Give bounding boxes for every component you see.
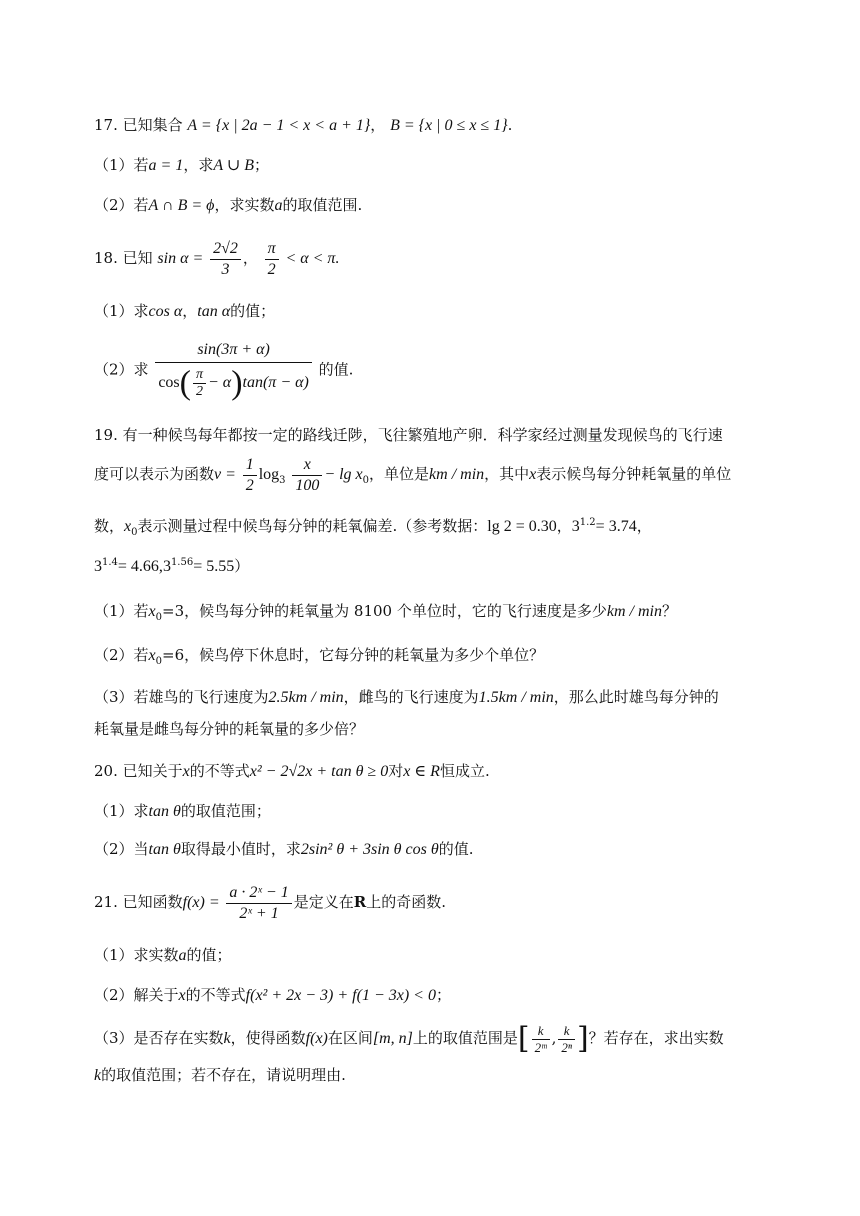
q18-p1-end: 的值； — [230, 302, 276, 320]
q17-period: . — [507, 116, 513, 134]
q19-p2-text: =6，候鸟停下休息时，它每分钟的耗氧量为多少个单位？ — [162, 646, 545, 664]
q21-end: 上的奇函数. — [366, 893, 446, 911]
q19-ref3-exp: 1.4 — [102, 557, 118, 568]
q19-half-fraction — [243, 455, 257, 496]
q17-p1-mid: ，求 — [183, 156, 214, 174]
q18-p2-end: 的值. — [318, 360, 354, 379]
q18-p1-comma: ， — [182, 302, 198, 320]
q19-ref3-val: = 4.66, — [117, 558, 163, 575]
q18-p2-fraction — [155, 338, 312, 403]
q21-p3-k2: k — [558, 1023, 575, 1040]
q19-p2-label: （2）若 — [94, 646, 149, 664]
q21-p3-interval: [m, n] — [372, 1030, 413, 1047]
q17-set-a: A = {x | 2a − 1 < x < a + 1} — [187, 117, 371, 134]
q19-p3-label: （3）若雄鸟的飞行速度为 — [94, 688, 269, 706]
q21-part3-line2 — [94, 1064, 790, 1087]
q21-p2-label: （2）解关于 — [94, 986, 179, 1004]
q21-prefix: 21. 已知函数 — [94, 893, 183, 911]
q19-unit-pre: ，单位是 — [369, 465, 430, 483]
q21-p1-var: a — [178, 947, 187, 964]
q19-p1-sub: 0 — [155, 612, 163, 623]
q18-sin-num: 2√2 — [210, 239, 241, 260]
q19-line1: 19. 有一种候鸟每年都按一定的路线迁陟，飞往繁殖地产卵．科学家经过测量发现候鸟的飞行速 — [94, 426, 723, 444]
q21-f-lhs: f(x) = — [182, 894, 220, 911]
q18-stem — [94, 236, 790, 281]
q18-p2-den-pi-fraction — [193, 367, 206, 400]
q19-line2-x: x — [529, 466, 537, 483]
q19-line2-prefix: 度可以表示为函数 — [94, 465, 215, 483]
q18-number-text: 18. 已知 — [94, 249, 153, 267]
q18-p2-den-minus: − α — [208, 374, 232, 391]
q19-x-num: x — [292, 455, 322, 476]
q19-p2-x0: x — [148, 647, 156, 664]
q19-ref4-exp: 1.56 — [170, 557, 194, 568]
q18-p2-num: sin(3π + α) — [155, 338, 312, 363]
q18-sin-den: 3 — [221, 260, 230, 278]
q18-p1-cos: cos α — [148, 303, 183, 320]
q18-range-fraction — [265, 239, 279, 280]
q17-p1-end: ； — [254, 156, 270, 174]
q17-number-text: 17. 已知集合 — [94, 116, 183, 134]
q21-f-den: 2ˣ + 1 — [239, 904, 279, 922]
q19-line3-pre: 数， — [94, 517, 125, 535]
q19-line3 — [94, 512, 790, 544]
q19-ref4-val: = 5.55 — [193, 558, 235, 575]
q21-mid: 是定义在 — [293, 893, 354, 911]
q20-end: 恒成立. — [439, 762, 490, 780]
q21-p3-f: f(x) — [305, 1030, 328, 1047]
q19-p3-mid: ，雌鸟的飞行速度为 — [343, 688, 479, 706]
q17-part1 — [94, 154, 790, 177]
q19-ref2-base: 3 — [571, 518, 580, 535]
q21-stem — [94, 880, 790, 925]
q21-p1-label: （1）求实数 — [94, 946, 179, 964]
q21-part1 — [94, 944, 790, 967]
q18-part1 — [94, 300, 790, 323]
q19-p3-v2: 1.5km / min — [478, 689, 554, 706]
q19-ref2-end: ， — [636, 517, 652, 535]
q20-domain: x ∈ R — [403, 763, 440, 780]
q19-ref3-base: 3 — [94, 558, 102, 575]
q20-p1-expr: tan θ — [148, 803, 181, 820]
q19-ref2-val: = 3.74 — [595, 518, 637, 535]
q19-line2-rest: 表示候鸟每分钟耗氧量的单位 — [536, 465, 732, 483]
q18-sin-lhs: sin α = — [157, 250, 204, 267]
q21-part2 — [94, 984, 790, 1007]
q18-p1-label: （1）求 — [94, 302, 149, 320]
q19-ref1: lg 2 = 0.30 — [487, 518, 557, 535]
q18-p2-den — [155, 363, 312, 403]
q18-range-num: π — [265, 239, 279, 260]
q19-p1-label: （1）若 — [94, 602, 149, 620]
q21-p3-line2-k: k — [94, 1067, 102, 1084]
q18-p2-den-2: 2 — [195, 383, 203, 399]
q19-x-fraction — [292, 455, 322, 496]
q21-p2-inequality: f(x² + 2x − 3) + f(1 − 3x) < 0 — [245, 987, 436, 1004]
q19-v-eq: v = — [214, 466, 236, 483]
q19-rest-pre: ，其中 — [484, 465, 530, 483]
q17-p2-condition: A ∩ B = ϕ — [148, 197, 215, 214]
q21-R: R — [353, 893, 367, 911]
q20-p2-target: 2sin² θ + 3sin θ cos θ — [300, 841, 439, 858]
q21-p3-mid3: 上的取值范围是 — [412, 1029, 518, 1047]
q17-p2-label: （2）若 — [94, 196, 149, 214]
q19-ref-close: ） — [234, 557, 250, 575]
q21-p3-frac1 — [532, 1023, 550, 1056]
q19-p3-v1: 2.5km / min — [268, 689, 344, 706]
q20-inequality: x² − 2√2x + tan θ ≥ 0 — [249, 763, 389, 780]
q19-p2-sub: 0 — [155, 656, 163, 667]
q17-stem — [94, 114, 790, 137]
q17-p1-label: （1）若 — [94, 156, 149, 174]
q19-lg-sub: 0 — [362, 475, 370, 486]
q20-p2-end: 的值. — [438, 840, 474, 858]
q21-p3-den2: 2ⁿ — [561, 1039, 572, 1055]
q21-p3-bracket-open: [ — [517, 1021, 530, 1056]
q19-part1 — [94, 600, 790, 629]
q17-part2 — [94, 194, 790, 217]
q19-half-num: 1 — [243, 455, 257, 476]
q19-unit: km / min — [429, 466, 485, 483]
q19-p1-unit: km / min — [606, 603, 662, 620]
q17-set-b: B = {x | 0 ≤ x ≤ 1} — [390, 117, 508, 134]
q19-ref4-base: 3 — [162, 558, 171, 575]
q21-p3-mid2: 在区间 — [327, 1029, 373, 1047]
q19-ref-comma: ， — [556, 517, 572, 535]
q18-p2-paren-close: ) — [231, 364, 243, 402]
q18-range-rest: < α < π. — [285, 250, 340, 267]
q18-part2 — [94, 338, 790, 403]
q21-p3-k1: k — [532, 1023, 550, 1040]
q18-p2-den-cos: cos — [158, 374, 180, 391]
q21-p3-end: ？若存在，求出实数 — [588, 1029, 724, 1047]
q18-sin-fraction — [210, 239, 241, 280]
q21-f-num: a · 2ˣ − 1 — [226, 883, 291, 904]
q21-p1-end: 的值； — [186, 946, 232, 964]
q21-p3-k: k — [223, 1030, 231, 1047]
q19-log: log — [258, 466, 280, 483]
q19-log-base: 3 — [279, 475, 286, 486]
q21-p3-line2-text: 的取值范围；若不存在，请说明理由. — [101, 1066, 346, 1084]
q19-x-den: 100 — [295, 476, 320, 494]
q19-line4 — [94, 552, 790, 578]
q19-ref2-exp: 1.2 — [579, 517, 596, 528]
q20-x: x — [182, 763, 190, 780]
q18-p1-tan: tan α — [197, 303, 231, 320]
q21-p2-x: x — [178, 987, 186, 1004]
q21-p2-end: ； — [435, 986, 451, 1004]
q18-p2-den-pi: π — [193, 367, 206, 384]
q20-stem — [94, 760, 790, 783]
q17-p2-var: a — [274, 197, 283, 214]
q18-p2-paren-open: ( — [179, 364, 191, 402]
q19-p3-end: ，那么此时雄鸟每分钟的 — [553, 688, 719, 706]
q17-comma: ， — [370, 116, 386, 134]
q19-p1-text: =3，候鸟每分钟的耗氧量为 8100 个单位时，它的飞行速度是多少 — [162, 602, 607, 620]
q19-lg-part: − lg x — [324, 466, 363, 483]
q17-p2-end: 的取值范围. — [282, 196, 363, 214]
q18-comma: ， — [242, 249, 258, 267]
q21-part3: （3）是否存在实数k，使得函数f(x)在区间[m, n]上的取值范围是[ $\frac{k}{\text{2ᵐ}}$ , $\frac{k}{\text{2ⁿ}}$ ]？若存在，求出实数 — [94, 1021, 724, 1056]
q20-mid: 的不等式 — [189, 762, 250, 780]
q19-x0-sub: 0 — [131, 527, 138, 538]
q17-p2-mid: ，求实数 — [214, 196, 275, 214]
q19-half-den: 2 — [245, 476, 254, 494]
q21-p3-mid1: ，使得函数 — [230, 1029, 306, 1047]
q18-range-den: 2 — [267, 260, 276, 278]
q19-p1-x0: x — [148, 603, 156, 620]
q19-part3-line2: 耗氧量是雌鸟每分钟的耗氧量的多少倍？ — [94, 720, 365, 738]
q20-for: 对 — [388, 762, 404, 780]
q19-part2 — [94, 644, 790, 673]
q19-p1-end: ？ — [661, 602, 677, 620]
q21-p2-mid: 的不等式 — [185, 986, 246, 1004]
q20-p2-label: （2）当 — [94, 840, 149, 858]
q19-part3 — [94, 686, 790, 709]
q20-p2-expr: tan θ — [148, 841, 181, 858]
q21-f-fraction — [226, 883, 291, 924]
q21-p3-frac2 — [558, 1023, 575, 1056]
q18-p2-label: （2）求 — [94, 360, 149, 379]
q20-p2-mid: 取得最小值时，求 — [180, 840, 301, 858]
q19-line3-rest: 表示测量过程中候鸟每分钟的耗氧偏差.（参考数据： — [137, 517, 488, 535]
q21-p3-label: （3）是否存在实数 — [94, 1029, 224, 1047]
q17-p1-condition: a = 1 — [148, 157, 184, 174]
q19-x0: x — [124, 518, 132, 535]
q18-p2-den-tan: tan(π − α) — [242, 374, 309, 391]
q17-p1-expression: A ∪ B — [213, 157, 255, 174]
q19-line2 — [94, 452, 790, 503]
q21-p3-den1: 2ᵐ — [534, 1039, 547, 1055]
q20-p1-end: 的取值范围； — [180, 802, 271, 820]
q20-prefix: 20. 已知关于 — [94, 762, 183, 780]
q20-part2 — [94, 838, 790, 861]
q20-p1-label: （1）求 — [94, 802, 149, 820]
q20-part1 — [94, 800, 790, 823]
q21-p3-bracket-close: ] — [576, 1021, 589, 1056]
